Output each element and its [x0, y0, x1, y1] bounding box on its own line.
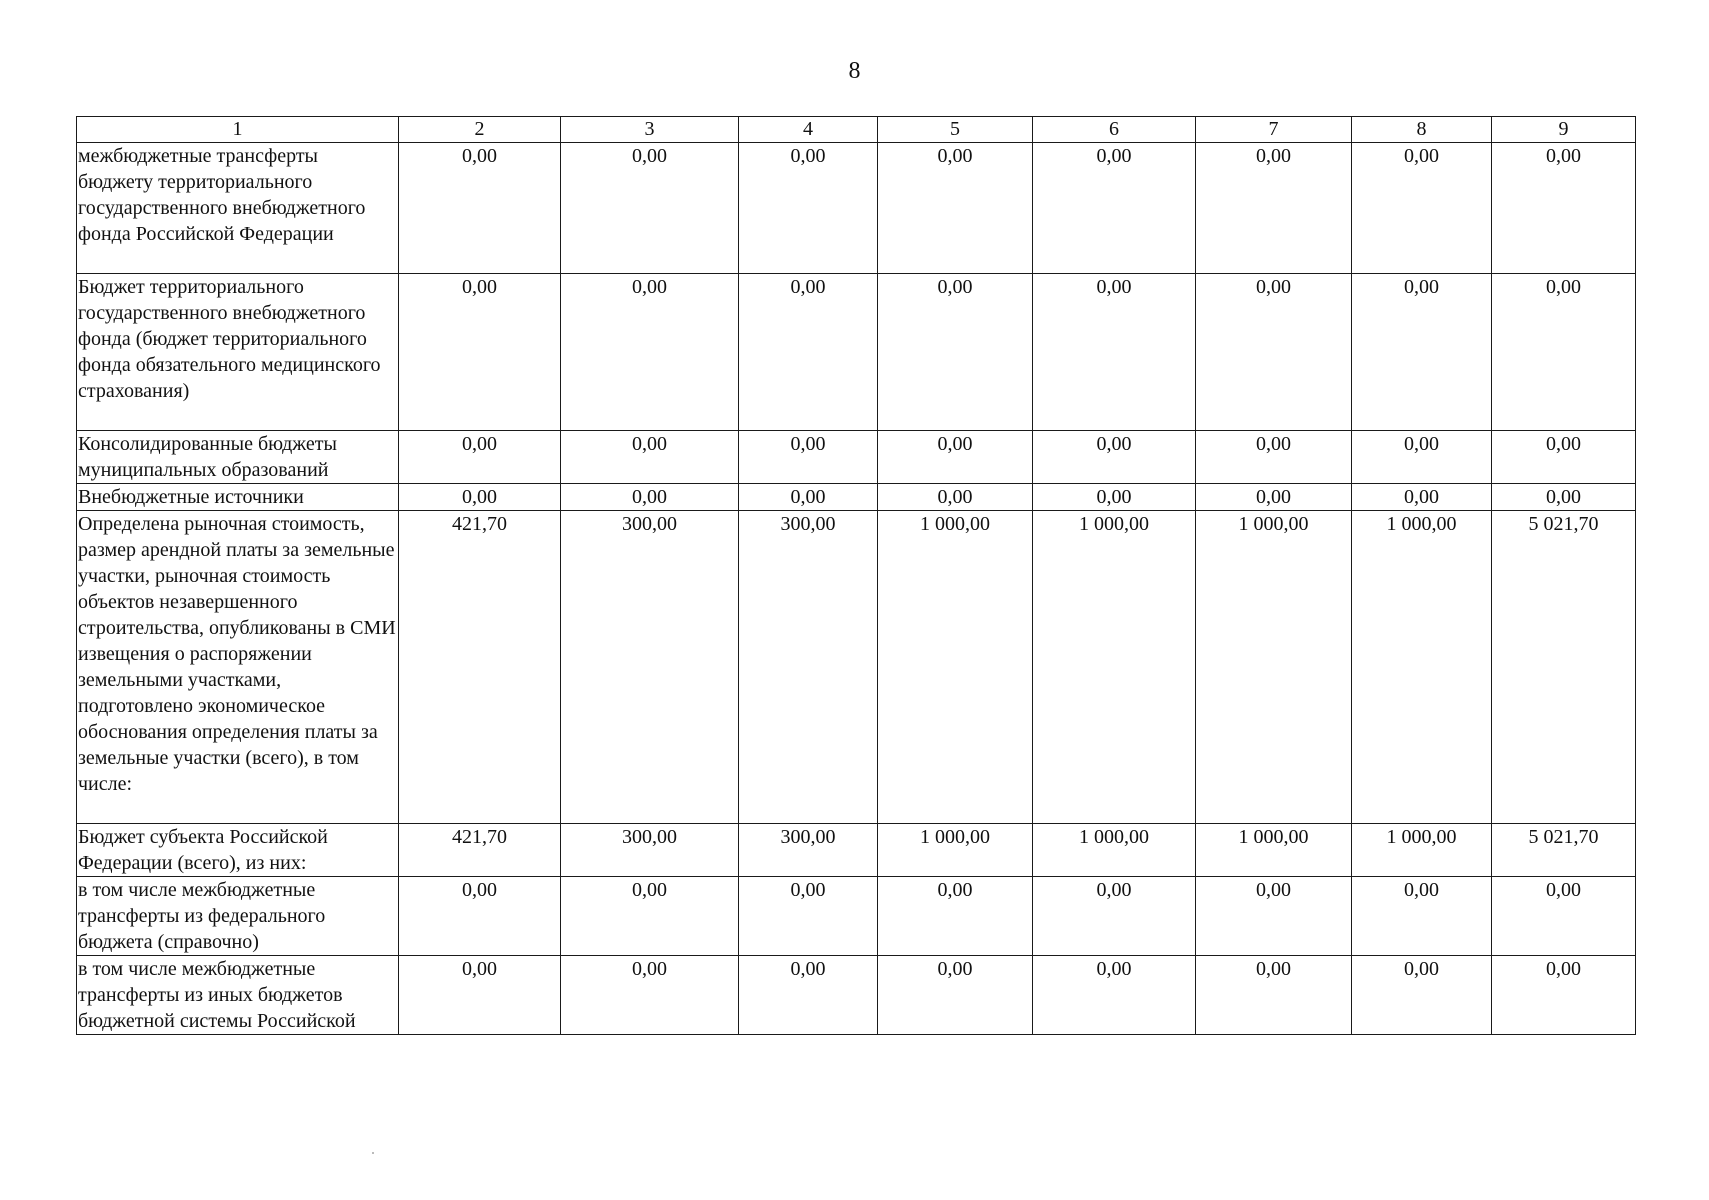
table-row: [77, 484, 1636, 511]
column-header: 8: [1352, 117, 1492, 143]
cell-value: 0,00: [1033, 431, 1196, 484]
cell-value: 0,00: [739, 431, 878, 484]
cell-value: 0,00: [561, 431, 739, 484]
cell-value: 421,70: [399, 511, 561, 824]
cell-value: 0,00: [1352, 143, 1492, 274]
cell-value: 0,00: [1352, 274, 1492, 431]
row-label: в том числе межбюджетные трансферты из иных бюджетов бюджетной системы Российской: [77, 956, 399, 1035]
table-row: [77, 431, 1636, 484]
cell-value: 0,00: [561, 956, 739, 1035]
cell-value: 300,00: [561, 511, 739, 824]
cell-value: 0,00: [1492, 484, 1636, 511]
table-row: [77, 956, 1636, 1035]
cell-value: 0,00: [1196, 431, 1352, 484]
cell-value: 0,00: [1196, 274, 1352, 431]
cell-value: 300,00: [739, 824, 878, 877]
column-number-row: [77, 117, 1636, 143]
cell-value: 0,00: [561, 877, 739, 956]
cell-value: 0,00: [399, 484, 561, 511]
row-label: в том числе межбюджетные трансферты из федерального бюджета (справочно): [77, 877, 399, 956]
cell-value: 0,00: [878, 956, 1033, 1035]
cell-value: 1 000,00: [1033, 824, 1196, 877]
cell-value: 1 000,00: [878, 824, 1033, 877]
cell-value: 421,70: [399, 824, 561, 877]
row-label: межбюджетные трансферты бюджету территориального государственного внебюджетного фонда Российской Федерации: [77, 143, 399, 274]
cell-value: 0,00: [878, 877, 1033, 956]
cell-value: 0,00: [1196, 956, 1352, 1035]
cell-value: 0,00: [1492, 877, 1636, 956]
cell-value: 0,00: [1492, 956, 1636, 1035]
cell-value: 0,00: [561, 274, 739, 431]
table-row: [77, 511, 1636, 824]
column-header: 2: [399, 117, 561, 143]
cell-value: 0,00: [739, 274, 878, 431]
cell-value: 0,00: [1492, 431, 1636, 484]
cell-value: 1 000,00: [1352, 511, 1492, 824]
row-label: Бюджет субъекта Российской Федерации (всего), из них:: [77, 824, 399, 877]
row-label: Бюджет территориального государственного внебюджетного фонда (бюджет территориального фонда обязательного медицинского страхования): [77, 274, 399, 431]
table-row: [77, 274, 1636, 431]
cell-value: 1 000,00: [1196, 824, 1352, 877]
cell-value: 0,00: [1492, 143, 1636, 274]
cell-value: 0,00: [1196, 484, 1352, 511]
column-header: 5: [878, 117, 1033, 143]
column-header: 3: [561, 117, 739, 143]
cell-value: 1 000,00: [1033, 511, 1196, 824]
cell-value: 0,00: [739, 877, 878, 956]
cell-value: 0,00: [1033, 484, 1196, 511]
budget-table: [76, 116, 1636, 1035]
page-number: 8: [848, 58, 861, 84]
cell-value: 1 000,00: [1196, 511, 1352, 824]
column-header: 9: [1492, 117, 1636, 143]
cell-value: 0,00: [739, 484, 878, 511]
cell-value: 0,00: [739, 956, 878, 1035]
cell-value: 0,00: [878, 431, 1033, 484]
cell-value: 0,00: [1196, 143, 1352, 274]
cell-value: 0,00: [399, 431, 561, 484]
cell-value: 0,00: [1196, 877, 1352, 956]
cell-value: 300,00: [561, 824, 739, 877]
row-label: Консолидированные бюджеты муниципальных образований: [77, 431, 399, 484]
table-row: [77, 824, 1636, 877]
cell-value: 5 021,70: [1492, 511, 1636, 824]
cell-value: 0,00: [399, 143, 561, 274]
cell-value: 0,00: [1033, 877, 1196, 956]
cell-value: 0,00: [561, 143, 739, 274]
table-row: [77, 877, 1636, 956]
cell-value: 0,00: [561, 484, 739, 511]
cell-value: 0,00: [399, 274, 561, 431]
column-header: 4: [739, 117, 878, 143]
row-label: Внебюджетные источники: [77, 484, 399, 511]
scan-speck: [372, 1152, 374, 1154]
cell-value: 5 021,70: [1492, 824, 1636, 877]
column-header: 6: [1033, 117, 1196, 143]
cell-value: 1 000,00: [1352, 824, 1492, 877]
cell-value: 0,00: [1352, 877, 1492, 956]
cell-value: 0,00: [1352, 484, 1492, 511]
cell-value: 0,00: [878, 484, 1033, 511]
cell-value: 0,00: [1492, 274, 1636, 431]
column-header: 7: [1196, 117, 1352, 143]
cell-value: 0,00: [739, 143, 878, 274]
cell-value: 0,00: [1033, 956, 1196, 1035]
cell-value: 0,00: [399, 877, 561, 956]
table-row: [77, 143, 1636, 274]
cell-value: 0,00: [1352, 956, 1492, 1035]
cell-value: 0,00: [878, 143, 1033, 274]
cell-value: 300,00: [739, 511, 878, 824]
column-header: 1: [77, 117, 399, 143]
row-label: Определена рыночная стоимость, размер арендной платы за земельные участки, рыночная стоимость объектов незавершенного строительства, опубликованы в СМИ извещения о распоряжении земельными участками, подготовлено экономическое обоснования определения платы за земельные участки (всего), в том числе:: [77, 511, 399, 824]
cell-value: 0,00: [1352, 431, 1492, 484]
cell-value: 0,00: [1033, 143, 1196, 274]
cell-value: 1 000,00: [878, 511, 1033, 824]
cell-value: 0,00: [1033, 274, 1196, 431]
cell-value: 0,00: [399, 956, 561, 1035]
cell-value: 0,00: [878, 274, 1033, 431]
